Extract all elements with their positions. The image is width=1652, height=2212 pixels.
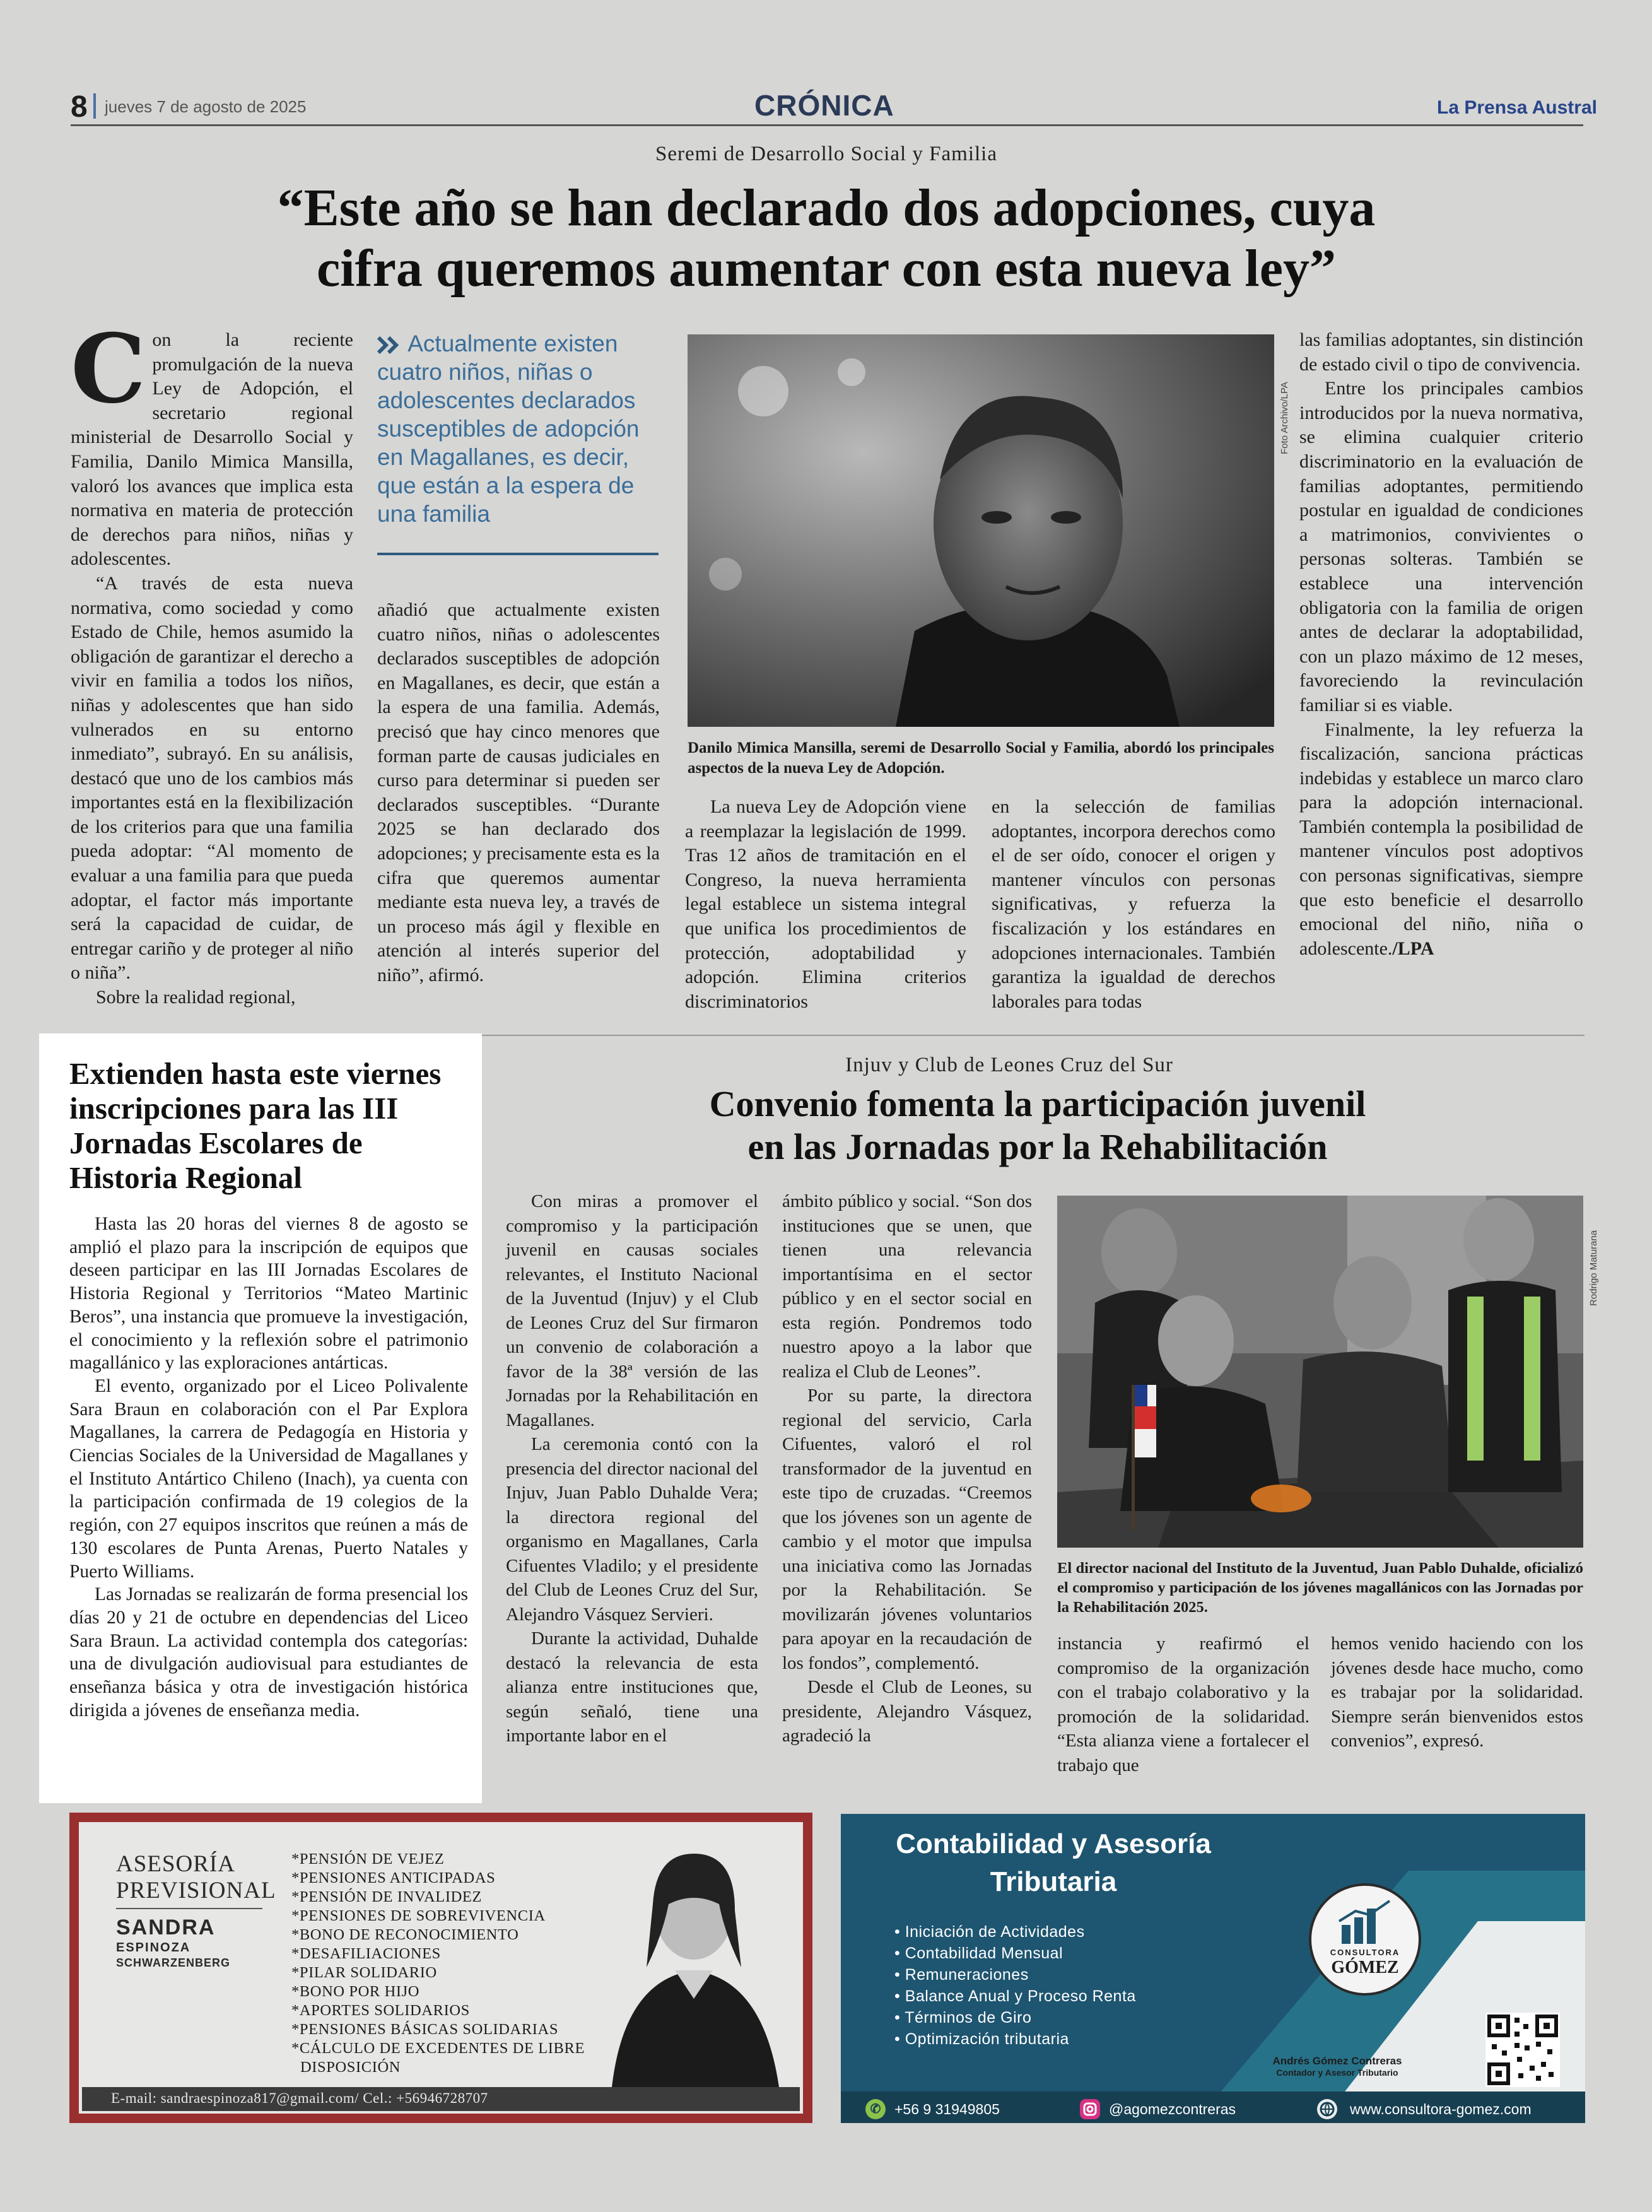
lead-photo <box>688 334 1274 727</box>
ad-title-line: PREVISIONAL <box>116 1878 276 1903</box>
ad-previsional-name <box>116 1915 230 1970</box>
ad-name-line: SCHWARZENBERG <box>116 1956 231 1969</box>
pull-quote-text: Actualmente existen cuatro niños, niñas o adolescentes declarados susceptibles de adopción en Magallanes, es decir, que están a la espera de una familia <box>377 331 640 527</box>
ad-service-item: • Optimización tributaria <box>894 2030 1069 2048</box>
phone-icon: ✆ <box>865 2099 886 2119</box>
lead-photo-caption: Danilo Mimica Mansilla, seremi de Desarrollo Social y Familia, abordó los principales aspectos de la nueva Ley de Adopción. <box>688 739 1274 777</box>
sidebar-body <box>69 1213 468 1722</box>
pull-quote-rule <box>377 553 659 555</box>
logo-small-text: CONSULTORA <box>1330 1948 1400 1957</box>
ad-previsional-title <box>116 1851 276 1904</box>
second-photo <box>1057 1196 1583 1548</box>
instagram-icon <box>1080 2099 1100 2119</box>
ad-service-text: Contabilidad Mensual <box>905 1944 1063 1962</box>
second-paragraph: Con miras a promover el compromiso y la participación juvenil en causas sociales relevantes, el Instituto Nacional de la Juventud (Injuv) y el Club de Leones Cruz del Sur firmaron un convenio de colaboración a favor de la 38ª versión de las Jornadas por la Rehabilitación en Magallanes. <box>506 1191 758 1430</box>
ad-previsional-contact[interactable]: E-mail: sandraespinoza817@gmail.com/ Cel.: +56946728707 <box>111 2090 488 2106</box>
ad-service-item: *APORTES SOLIDARIOS <box>291 2002 470 2019</box>
second-kicker: Injuv y Club de Leones Cruz del Sur <box>845 1054 1173 1076</box>
lead-paragraph: las familias adoptantes, sin distinción de estado civil o tipo de convivencia. <box>1299 329 1583 375</box>
second-paragraph: La ceremonia contó con la presencia del director nacional del Injuv, Juan Pablo Duhalde Vera; la directora regional del organismo en Magallanes, Carla Cifuentes Vladilo; y el presidente del Club de Leones Cruz del Sur, Alejandro Vásquez Servieri. <box>506 1434 758 1625</box>
lead-paragraph <box>1299 718 1583 962</box>
lead-headline <box>126 178 1526 299</box>
section-name: CRÓNICA <box>754 89 894 122</box>
ad-previsional-portrait <box>599 1835 788 2087</box>
issue-date: jueves 7 de agosto de 2025 <box>105 97 307 116</box>
lead-paragraph: en la selección de familias adoptantes, incorpora derechos como el de ser oído, conocer el origen y mantener vínculos con personas significativas, y refuerza la fiscalización y los estándares en adopciones internacionales. También garantiza la igualdad de derechos laborales para todas <box>992 796 1275 1012</box>
second-paragraph: hemos venido haciendo con los jóvenes desde hace mucho, como es trabajar por la solidaridad. Siempre serán bienvenidos estos convenios”, expresó. <box>1331 1633 1583 1751</box>
pull-quote <box>377 329 659 528</box>
ad-service-item: *DESAFILIACIONES <box>291 1945 441 1962</box>
photo-credit: Foto Archivo/LPA <box>1279 382 1290 454</box>
ad-service-text: Balance Anual y Proceso Renta <box>905 1987 1136 2005</box>
lead-paragraph: Entre los principales cambios introducidos por la nueva normativa, se elimina cualquier criterio discriminatorio en la evaluación de familias adoptantes, permitiendo postular en igualdad de condiciones a matrimonios, convivientes o personas solteras. También se establece una intervención obligatoria con la familia de origen antes de declarar la adoptabilidad, con un plazo máximo de 12 meses, favoreciendo la revinculación familiar si es viable. <box>1299 378 1583 715</box>
ad-title-line: ASESORÍA <box>116 1851 235 1877</box>
lead-paragraph-text: Finalmente, la ley refuerza la fiscalización, sanciona prácticas indebidas y establece un marco claro para la adopción internacional. También contempla la posibilidad de mantener vínculos post adoptivos con personas significativas, siempre que esto beneficie el desarrollo emocional del niño, niña o adolescente. <box>1299 719 1583 959</box>
lead-paragraph: La nueva Ley de Adopción viene a reemplazar la legislación de 1999. Tras 12 años de tramitación en el Congreso, la nueva herramienta legal establece un sistema integral que unifica los procedimientos de protección, adoptabilidad y adopción. Elimina criterios discriminatorios <box>685 796 966 1012</box>
section-divider <box>481 1035 1585 1036</box>
ad-service-text: Remuneraciones <box>905 1966 1029 1984</box>
ad-contabilidad-services <box>894 1921 1273 2050</box>
ad-service-item: • Remuneraciones <box>894 1966 1029 1984</box>
ad-service-item: *PENSIÓN DE INVALIDEZ <box>291 1888 483 1905</box>
photo-credit: Rodrigo Maturana <box>1588 1230 1599 1306</box>
ad-service-item: • Balance Anual y Proceso Renta <box>894 1987 1136 2005</box>
globe-icon <box>1317 2099 1337 2119</box>
ad-service-item: *PENSIONES DE SOBREVIVENCIA <box>291 1907 546 1924</box>
sidebar-paragraph: Hasta las 20 horas del viernes 8 de agosto se amplió el plazo para la inscripción de equipos que deseen participar en las III Jornadas Escolares de Historia Regional y Territorios “Mateo Martinic Beros”, una instancia que promueve la investigación, el conocimiento y la reflexión sobre el patrimonio magallánico y las exploraciones antárticas. <box>69 1214 468 1374</box>
sidebar-paragraph: El evento, organizado por el Liceo Polivalente Sara Braun en colaboración con el Par Explora Magallanes, la carrera de Pedagogía en Historia y Ciencias Sociales de la Universidad de Magallanes y el Instituto Antártico Chileno (Inach), ya cuenta con la participación confirmada de 19 colegios de la región, con 27 equipos inscritos que reúnen a más de 130 escolares de Punta Arenas, Puerto Natales y Puerto Williams. <box>69 1375 468 1582</box>
ad-service-item: *PENSIÓN DE VEJEZ <box>291 1850 445 1868</box>
page-number: 8 <box>71 90 88 124</box>
consultora-logo <box>1309 1883 1421 1996</box>
ad-contabilidad-title <box>852 1825 1255 1901</box>
ad-service-item: • Términos de Giro <box>894 2009 1032 2027</box>
ad-person-role: Contador y Asesor Tributario <box>1276 2068 1398 2078</box>
ad-service-item: *PENSIONES BÁSICAS SOLIDARIAS <box>291 2021 559 2038</box>
ad-service-item: • Iniciación de Actividades <box>894 1923 1085 1941</box>
qr-code-icon[interactable] <box>1485 2013 1560 2087</box>
lead-paragraph: on la reciente promulgación de la nueva Ley de Adopción, el secretario regional ministerial de Desarrollo Social y Familia, Danilo Mimica Mansilla, valoró los avances que implica esta normativa en materia de protección de derechos para niños, niñas y adolescentes. <box>71 329 353 570</box>
second-headline-line-2: en las Jornadas por la Rehabilitación <box>747 1126 1328 1167</box>
author-sign: /LPA <box>1392 938 1434 959</box>
ad-website[interactable]: www.consultora-gomez.com <box>1350 2101 1532 2117</box>
second-headline <box>517 1083 1558 1168</box>
second-column-1 <box>506 1189 758 1748</box>
second-paragraph: Desde el Club de Leones, su presidente, Alejandro Vásquez, agradeció la <box>782 1677 1032 1746</box>
sidebar-paragraph: Las Jornadas se realizarán de forma presencial los días 20 y 21 de octubre en dependencias del Liceo Sara Braun. La actividad contempla dos categorías: una de divulgación audiovisual para estudiantes de enseñanza básica y otra de investigación histórica dirigida a jóvenes de enseñanza media. <box>69 1584 468 1721</box>
ad-name-line: ESPINOZA <box>116 1941 191 1955</box>
ad-rule <box>116 1908 262 1909</box>
lead-column-3 <box>685 795 966 1014</box>
lead-column-2 <box>377 598 660 988</box>
ad-service-item: *CÁLCULO DE EXCEDENTES DE LIBRE <box>291 2040 585 2057</box>
ad-person <box>1262 2055 1413 2078</box>
second-headline-line-1: Convenio fomenta la participación juvenil <box>709 1083 1366 1124</box>
lead-paragraph: Sobre la realidad regional, <box>96 987 296 1008</box>
second-paragraph: Por su parte, la directora regional del servicio, Carla Cifuentes, valoró el rol transformador de la juventud en este tipo de cruzadas. “Creemos que los jóvenes son un agente de cambio y el motor que impulsa una iniciativa como las Jornadas por la Rehabilitación. Se movilizarán jóvenes voluntarios para apoyar en la recaudación de los fondos”, complementó. <box>782 1385 1032 1673</box>
bar-chart-icon <box>1337 1900 1393 1944</box>
publication-name: La Prensa Austral <box>1437 97 1597 118</box>
ad-title-line: Tributaria <box>990 1866 1117 1897</box>
lead-kicker: Seremi de Desarrollo Social y Familia <box>655 143 997 165</box>
second-column-2 <box>782 1189 1032 1748</box>
ad-service-text: Iniciación de Actividades <box>905 1923 1085 1941</box>
lead-column-5 <box>1299 328 1583 961</box>
ad-previsional-services <box>291 1850 607 2077</box>
second-paragraph: Durante la actividad, Duhalde destacó la relevancia de esta alianza entre instituciones que, según señaló, tiene una importante labor en el <box>506 1628 758 1746</box>
ad-title-line: Contabilidad y Asesoría <box>896 1828 1211 1859</box>
ad-service-item: *PILAR SOLIDARIO <box>291 1964 437 1981</box>
lead-paragraph: añadió que actualmente existen cuatro niños, niñas o adolescentes declarados susceptibles de adopción en Magallanes, es decir, que están a la espera de una familia. Además, precisó que hay cinco menores que forman parte de causas judiciales en curso para determinar si pueden ser declarados susceptibles. “Durante 2025 se han declarado dos adopciones; y precisamente esta es la cifra que queremos aumentar mediante esta nueva ley, a través de un proceso más ágil y flexible en atención al interés superior del niño”, afirmó. <box>377 599 660 985</box>
ad-service-item: *BONO POR HIJO <box>291 1983 420 2000</box>
drop-cap: C <box>71 314 146 425</box>
logo-big-text: GÓMEZ <box>1331 1958 1399 1977</box>
double-chevron-icon <box>377 336 402 354</box>
lead-paragraph: “A través de esta nueva normativa, como sociedad y como Estado de Chile, hemos asumido la obligación de garantizar el derecho a vivir en familia a todos los niños, niñas y adolescentes que han sido vulnerados en su entorno inmediato”, subrayó. En su análisis, destacó que uno de los cambios más importantes está en la flexibilización de los criterios para que una familia pueda adoptar: “Al momento de evaluar a una familia para que pueda adoptar, el factor más importante será la capacidad de cuidar, de entregar cariño y de proteger al niño o niña”. <box>71 572 353 984</box>
ad-name-line: SANDRA <box>116 1915 216 1939</box>
ad-phone[interactable]: +56 9 31949805 <box>894 2101 1000 2117</box>
second-photo-caption: El director nacional del Instituto de la Juventud, Juan Pablo Duhalde, oficializó el compromiso y participación de los jóvenes magallánicos con las Jornadas por la Rehabilitación 2025. <box>1057 1560 1583 1616</box>
ad-instagram[interactable]: @agomezcontreras <box>1109 2101 1236 2117</box>
ad-service-item: DISPOSICIÓN <box>300 2059 401 2076</box>
ad-service-item: *BONO DE RECONOCIMIENTO <box>291 1926 519 1943</box>
second-column-4 <box>1331 1632 1583 1753</box>
ad-person-name: Andrés Gómez Contreras <box>1272 2055 1402 2067</box>
lead-headline-line-2: cifra queremos aumentar con esta nueva ley” <box>316 239 1336 298</box>
ad-service-text: Términos de Giro <box>905 2009 1032 2027</box>
lead-headline-line-1: “Este año se han declarado dos adopciones, cuya <box>277 179 1376 237</box>
second-paragraph: instancia y reafirmó el compromiso de la organización con el trabajo colaborativo y la promoción de la solidaridad. “Esta alianza viene a fortalecer el trabajo que <box>1057 1633 1309 1775</box>
ad-service-item: • Contabilidad Mensual <box>894 1944 1063 1962</box>
second-paragraph: ámbito público y social. “Son dos instituciones que se unen, que tienen una relevancia importantísima en el sector público y en el sector social en esta región. Pondremos todo nuestro apoyo a la labor que realiza el Club de Leones”. <box>782 1191 1032 1382</box>
ad-service-text: Optimización tributaria <box>905 2030 1069 2048</box>
header-rule <box>71 124 1583 126</box>
sidebar-title: Extienden hasta este viernes inscripciones para las III Jornadas Escolares de Historia Regional <box>69 1056 442 1195</box>
lead-column-4 <box>992 795 1275 1014</box>
second-column-3 <box>1057 1632 1309 1777</box>
header-divider <box>93 93 96 119</box>
lead-column-1 <box>71 314 353 1010</box>
ad-service-item: *PENSIONES ANTICIPADAS <box>291 1869 496 1886</box>
